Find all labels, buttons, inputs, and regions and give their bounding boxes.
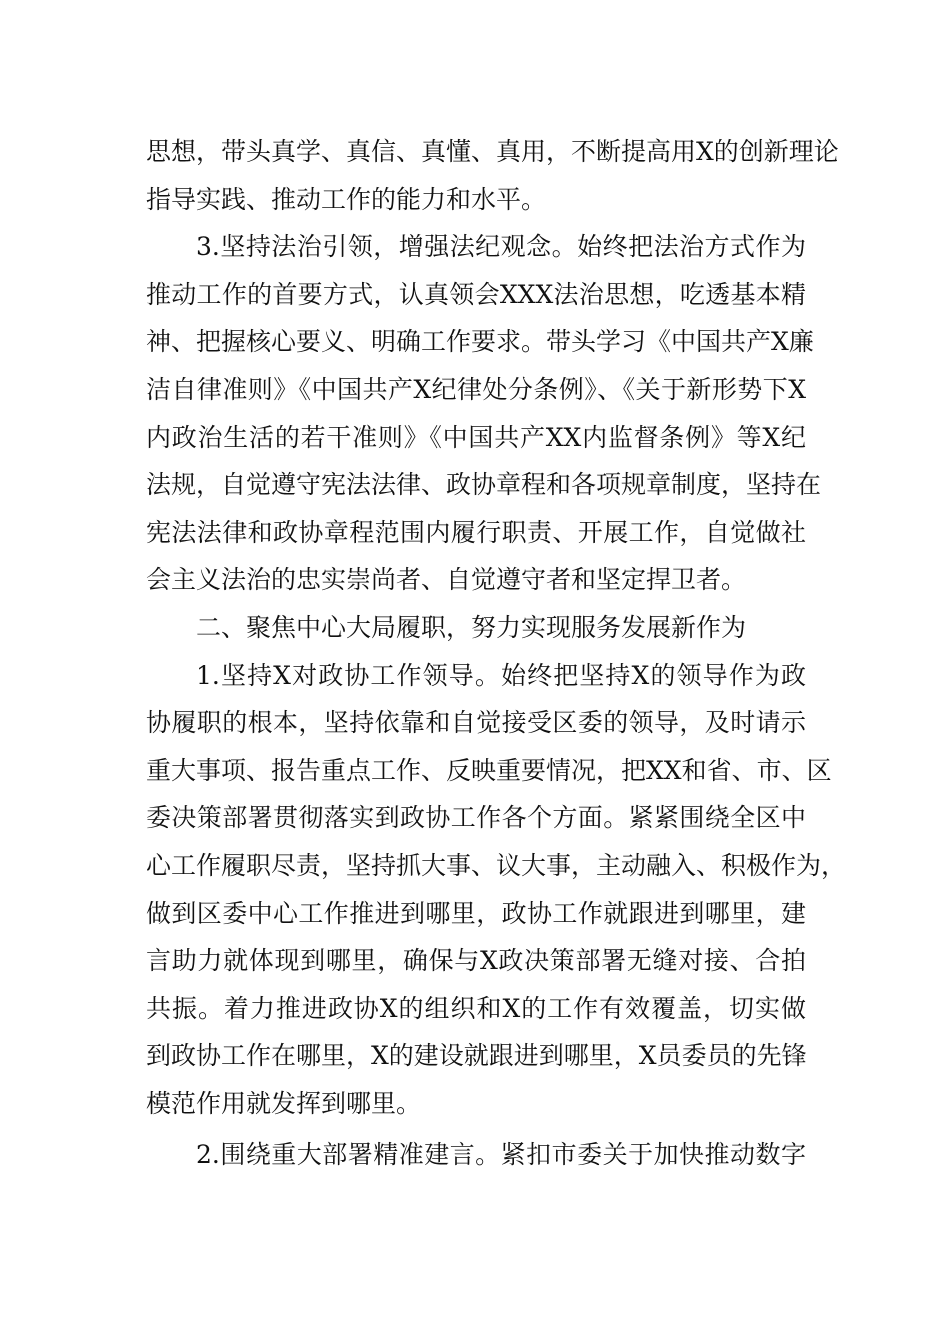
paragraph-line: 协履职的根本，坚持依靠和自觉接受区委的领导，及时请示 xyxy=(146,708,806,738)
paragraph-line: 推动工作的首要方式，认真领会XXX法治思想，吃透基本精 xyxy=(146,279,806,309)
body-text xyxy=(146,128,847,1179)
paragraph-line: 会主义法治的忠实崇尚者、自觉遵守者和坚定捍卫者。 xyxy=(146,565,747,595)
section-heading-line: 1.坚持X对政协工作领导。始终把坚持X的领导作为政 xyxy=(196,660,806,690)
section-heading-line: 3.坚持法治引领，增强法纪观念。始终把法治方式作为 xyxy=(196,232,806,262)
paragraph-line: 心工作履职尽责，坚持抓大事、议大事，主动融入、积极作为， xyxy=(146,850,847,880)
paragraph-line: 内政治生活的若干准则》《中国共产XX内监督条例》等X纪 xyxy=(146,422,806,452)
paragraph-line: 宪法法律和政协章程范围内履行职责、开展工作，自觉做社 xyxy=(146,517,806,547)
paragraph-line: 委决策部署贯彻落实到政协工作各个方面。紧紧围绕全区中 xyxy=(146,803,806,833)
paragraph-line: 指导实践、推动工作的能力和水平。 xyxy=(146,184,547,214)
paragraph-line: 言助力就体现到哪里，确保与X政决策部署无缝对接、合拍 xyxy=(146,946,806,976)
paragraph-line: 洁自律准则》《中国共产X纪律处分条例》、《关于新形势下X xyxy=(146,374,806,404)
paragraph-line: 模范作用就发挥到哪里。 xyxy=(146,1088,422,1118)
paragraph-line: 做到区委中心工作推进到哪里，政协工作就跟进到哪里，建 xyxy=(146,898,806,928)
paragraph-line: 重大事项、报告重点工作、反映重要情况，把XX和省、市、区 xyxy=(146,755,832,785)
paragraph-line: 到政协工作在哪里，X的建设就跟进到哪里，X员委员的先锋 xyxy=(146,1041,807,1071)
section-heading-line: 2.围绕重大部署精准建言。紧扣市委关于加快推动数字 xyxy=(196,1140,806,1170)
paragraph-line: 神、把握核心要义、明确工作要求。带头学习《中国共产X廉 xyxy=(146,327,814,357)
paragraph-line: 思想，带头真学、真信、真懂、真用，不断提高用X的创新理论 xyxy=(146,137,839,166)
paragraph-line: 共振。着力推进政协X的组织和X的工作有效覆盖，切实做 xyxy=(146,993,806,1023)
paragraph-line: 法规，自觉遵守宪法法律、政协章程和各项规章制度，坚持在 xyxy=(146,470,822,500)
chapter-heading: 二、聚焦中心大局履职，努力实现服务发展新作为 xyxy=(196,612,747,642)
